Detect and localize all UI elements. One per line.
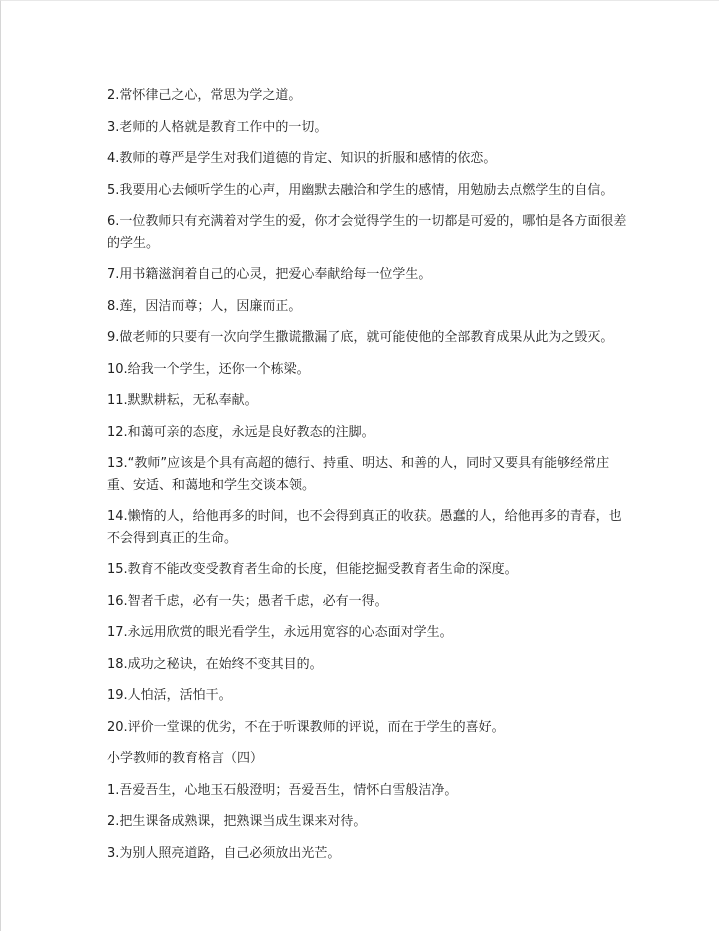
list-item: 1.吾爱吾生，心地玉石般澄明；吾爱吾生，情怀白雪般洁净。 [107, 782, 458, 798]
list-item: 16.智者千虑，必有一失；愚者千虑，必有一得。 [107, 593, 388, 609]
list-item: 3.老师的人格就是教育工作中的一切。 [107, 119, 328, 135]
list-item: 6.一位教师只有充满着对学生的爱，你才会觉得学生的一切都是可爱的，哪怕是各方面很差的学生。 [107, 214, 627, 251]
list-item: 2.常怀律己之心，常思为学之道。 [107, 88, 302, 103]
list-item: 8.莲，因洁而尊；人，因廉而正。 [107, 298, 302, 314]
document-body [107, 85, 627, 874]
list-item: 13.“教师”应该是个具有高超的德行、持重、明达、和善的人，同时又要具有能够经常庄重、安适、和蔼地和学生交谈本领。 [107, 456, 610, 493]
list-item: 15.教育不能改变受教育者生命的长度，但能挖掘受教育者生命的深度。 [107, 562, 518, 577]
list-item: 18.成功之秘诀，在始终不变其目的。 [107, 656, 323, 672]
list-item: 2.把生课备成熟课，把熟课当成生课来对待。 [107, 814, 367, 829]
list-item: 9.做老师的只要有一次向学生撒谎撒漏了底，就可能使他的全部教育成果从此为之毁灭。 [107, 330, 614, 345]
list-item: 5.我要用心去倾听学生的心声，用幽默去融洽和学生的感情，用勉励去点燃学生的自信。 [107, 182, 614, 198]
list-item: 10.给我一个学生，还你一个栋梁。 [107, 361, 310, 377]
list-item: 11.默默耕耘，无私奉献。 [107, 393, 258, 408]
list-item: 14.懒惰的人，给他再多的时间，也不会得到真正的收获。愚蠢的人，给他再多的青春，也不会得到真正的生命。 [107, 509, 622, 546]
list-item: 4.教师的尊严是学生对我们道德的肯定、知识的折服和感情的依恋。 [107, 151, 497, 166]
list-item: 12.和蔼可亲的态度，永远是良好教态的注脚。 [107, 424, 375, 440]
list-item: 20.评价一堂课的优劣，不在于听课教师的评说，而在于学生的喜好。 [107, 719, 505, 735]
section-title: 小学教师的教育格言（四） [107, 751, 264, 766]
list-item: 19.人怕活，活怕干。 [107, 688, 232, 703]
list-item: 7.用书籍滋润着自己的心灵，把爱心奉献给每一位学生。 [107, 267, 432, 282]
list-item: 3.为别人照亮道路，自己必须放出光芒。 [107, 845, 341, 861]
list-item: 17.永远用欣赏的眼光看学生，永远用宽容的心态面对学生。 [107, 625, 453, 640]
